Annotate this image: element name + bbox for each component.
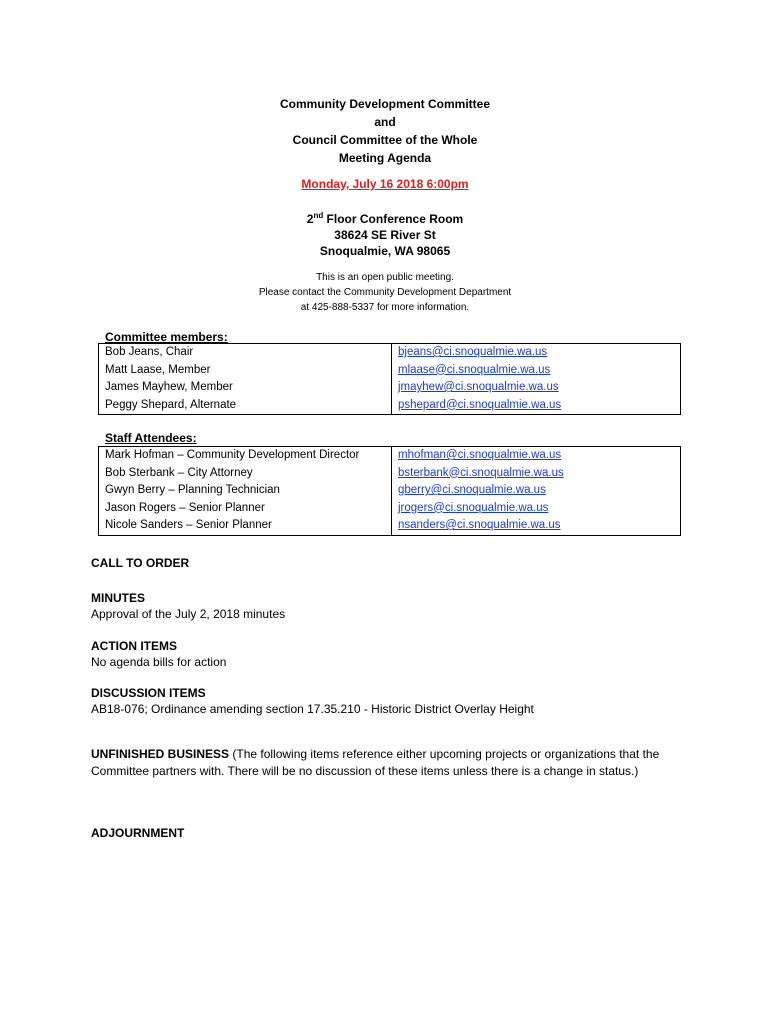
minutes-heading: MINUTES [91,591,145,605]
staff-name: Nicole Sanders – Senior Planner [99,517,392,535]
discussion-items-text: AB18-076; Ordinance amending section 17.35.210 - Historic District Overlay Height [91,702,534,716]
table-row [99,500,681,518]
discussion-items-heading: DISCUSSION ITEMS [91,686,206,700]
unfinished-business-text: (The following items reference either upcoming projects or organizations that the Committee partners with. There will be no discussion of these items unless there is a change in status.) [91,747,660,778]
action-items-text: No agenda bills for action [91,655,227,669]
staff-name: Bob Sterbank – City Attorney [99,465,392,483]
table-row [99,362,681,380]
table-row [99,397,681,415]
committee-members-table [98,343,681,415]
table-row [99,344,681,362]
header-title-line2: and [374,115,396,129]
call-to-order-label: CALL TO ORDER [91,556,190,570]
member-name: Bob Jeans, Chair [99,344,392,362]
committee-members-label: Committee members: [105,330,228,344]
staff-email-link[interactable]: mhofman@ci.snoqualmie.wa.us [392,447,681,465]
adjournment-label: ADJOURNMENT [91,826,185,840]
member-email-link[interactable]: mlaase@ci.snoqualmie.wa.us [392,362,681,380]
minutes-section [91,590,285,622]
meeting-location [0,208,770,259]
action-items-heading: ACTION ITEMS [91,639,177,653]
staff-email-link[interactable]: jrogers@ci.snoqualmie.wa.us [392,500,681,518]
action-items-section [91,638,226,670]
discussion-items-section [91,685,534,717]
staff-email-link[interactable]: nsanders@ci.snoqualmie.wa.us [392,517,681,535]
member-email-link[interactable]: pshepard@ci.snoqualmie.wa.us [392,397,681,415]
adjournment-heading [91,825,184,841]
notice-line3: at 425-888-5337 for more information. [300,302,470,313]
table-row [99,482,681,500]
notice-line2: Please contact the Community Development Department [258,287,512,298]
staff-name: Mark Hofman – Community Development Director [99,447,392,465]
public-meeting-notice [0,270,770,315]
location-floor-number: 2 [306,212,314,226]
member-name: James Mayhew, Member [99,379,392,397]
staff-attendees-label: Staff Attendees: [105,431,197,445]
call-to-order-heading [91,555,189,571]
staff-attendees-table [98,446,681,536]
staff-email-link[interactable]: gberry@ci.snoqualmie.wa.us [392,482,681,500]
member-email-link[interactable]: bjeans@ci.snoqualmie.wa.us [392,344,681,362]
agenda-header [0,95,770,167]
table-row [99,379,681,397]
location-city: Snoqualmie, WA 98065 [319,244,451,258]
minutes-text: Approval of the July 2, 2018 minutes [91,607,286,621]
table-row [99,465,681,483]
table-row [99,517,681,535]
location-street: 38624 SE River St [334,228,436,242]
unfinished-business-heading: UNFINISHED BUSINESS [91,747,230,761]
staff-email-link[interactable]: bsterbank@ci.snoqualmie.wa.us [392,465,681,483]
member-name: Matt Laase, Member [99,362,392,380]
table-row [99,447,681,465]
meeting-date: Monday, July 16 2018 6:00pm [301,177,469,191]
header-title-line4: Meeting Agenda [338,151,432,165]
location-room [0,208,770,227]
header-title-line1: Community Development Committee [279,97,491,111]
header-title-line3: Council Committee of the Whole [292,133,478,147]
location-floor-suffix: nd [313,211,324,220]
staff-name: Gwyn Berry – Planning Technician [99,482,392,500]
member-email-link[interactable]: jmayhew@ci.snoqualmie.wa.us [392,379,681,397]
notice-line1: This is an open public meeting. [316,272,454,283]
member-name: Peggy Shepard, Alternate [99,397,392,415]
staff-name: Jason Rogers – Senior Planner [99,500,392,518]
location-room-name: Floor Conference Room [323,212,464,226]
unfinished-business-section [91,746,691,780]
